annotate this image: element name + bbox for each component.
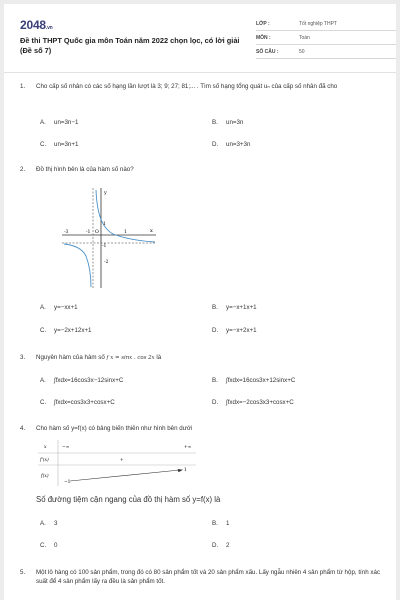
option-text: un=3n−1 [54,119,79,126]
option-letter: B. [212,520,218,527]
tick-label: 1 [103,222,106,227]
question-number: 1. [20,83,26,90]
option-letter: A. [40,119,46,126]
q1-option-d[interactable] [212,141,250,148]
q4-option-a[interactable] [40,520,57,527]
tick-label: -3 [64,230,69,235]
meta-key: MÔN : [256,35,271,41]
option-text: ∫fxdx=cos3x3+cosx+C [54,399,115,406]
option-letter: D. [212,542,219,549]
question-text [36,353,384,363]
question-number: 3. [20,354,26,361]
meta-value: Tốt nghiệp THPT [299,21,337,27]
table-arrow-head [178,469,183,472]
graph-left-branch [64,244,91,287]
table-fprime-label: f'(x) [40,458,49,463]
q4-option-b[interactable] [212,520,229,527]
option-letter: C. [40,327,47,334]
option-letter: B. [212,119,218,126]
q3-option-a[interactable] [40,377,123,384]
origin-label: O [95,230,99,235]
option-letter: C. [40,399,47,406]
question-text-before: Nguyên hàm của hàm số [36,354,105,361]
table-fx-end: 1 [184,468,187,473]
meta-key: SỐ CÂU : [256,49,279,55]
question-4-subtext [20,495,384,507]
option-letter: A. [40,304,46,311]
q3-option-d[interactable] [212,399,294,406]
tick-label: -1 [86,230,91,235]
q3-option-b[interactable] [212,377,295,384]
option-text: y=−x+1x+1 [226,304,257,311]
document-header [20,16,380,62]
document-meta [256,17,396,59]
question-text: Cho hàm số y=f(x) có bảng biến thiên như hình bên dưới [36,425,193,432]
question-text-after: là [156,354,162,361]
question-text: Đồ thị hình bên là của hàm số nào? [36,166,134,173]
option-text: un=3+3n [226,141,251,148]
document-title: Đề thi THPT Quốc gia môn Toán năm 2022 chọn lọc, có lời giải (Đề số 7) [20,36,240,55]
tick-label: -1 [102,244,107,249]
q2-option-c[interactable] [40,327,92,334]
header-divider [4,72,396,73]
option-letter: D. [212,399,219,406]
meta-key: LỚP : [256,21,270,27]
meta-row-subject [256,31,396,45]
q3-option-c[interactable] [40,399,115,406]
axis-label-x: x [150,228,153,234]
question-text: Một lô hàng có 100 sản phẩm, trong đó có 80 sản phẩm tốt và 20 sản phẩm xấu. Lấy ngẫu nhiên 4 sản phẩm từ hộp, tính xác suất để 4 sản phẩm lấy ra đều là sản phẩm tốt. [36,569,380,585]
question-1 [20,82,384,102]
question-text: Cho cấp số nhân có các số hạng lần lượt là 3; 9; 27; 81;... . Tìm số hạng tổng quát uₙ của cấp số nhân đã cho [36,83,338,90]
option-letter: A. [40,377,46,384]
table-x-label: x [44,445,47,450]
option-text: y=−x+2x+1 [226,327,257,334]
question-3 [20,353,384,363]
meta-value: Toán [299,35,310,41]
q2-option-d[interactable] [212,327,257,334]
logo-suffix: .vn [45,25,53,31]
option-text: 0 [54,542,58,549]
question-5 [20,568,384,588]
option-text: y=−xx+1 [54,304,78,311]
option-text: ∫fxdx=−2cos3x3+cosx+C [226,399,294,406]
option-text: y=−2x+12x+1 [54,327,92,334]
option-text: 2 [226,542,230,549]
tick-label: 1 [124,230,127,235]
question-2 [20,165,384,175]
option-letter: B. [212,377,218,384]
document-page [4,4,396,600]
q1-option-b[interactable] [212,119,243,126]
table-arrow-line [70,470,180,481]
option-text: un=3n+1 [54,141,79,148]
q4-option-d[interactable] [212,542,229,549]
question-number: 4. [20,425,26,432]
option-letter: D. [212,327,219,334]
option-text: un=3n [226,119,244,126]
question-number: 2. [20,166,26,173]
option-text: 1 [226,520,230,527]
option-text: 3 [54,520,58,527]
meta-row-class [256,17,396,31]
question-4 [20,424,384,434]
logo-main: 2048 [20,18,46,32]
q1-option-c[interactable] [40,141,78,148]
question-subtext: Số đường tiệm cận ngang của đồ thị hàm số y=f(x) là [36,495,221,504]
option-text: ∫fxdx=16cos3x−12sinx+C [54,377,124,384]
function-graph [58,184,170,292]
site-logo[interactable] [20,18,53,32]
table-fx-label: f(x) [41,474,49,479]
q2-option-a[interactable] [40,304,78,311]
table-fx-start: −1 [64,480,71,485]
tick-label: -2 [104,260,109,265]
question-number: 5. [20,569,26,576]
option-letter: C. [40,141,47,148]
axis-label-y: y [104,190,107,196]
table-plus-inf: +∞ [184,445,192,450]
table-fprime-sign: + [120,458,124,463]
meta-value: 50 [299,49,305,55]
option-text: ∫fxdx=16cos3x+12sinx+C [226,377,296,384]
table-minus-inf: −∞ [62,445,70,450]
question-formula: f x = sinx . cos 2x [106,355,155,361]
option-letter: B. [212,304,218,311]
option-letter: D. [212,141,219,148]
q1-option-a[interactable] [40,119,78,126]
option-letter: A. [40,520,46,527]
option-letter: C. [40,542,47,549]
q4-option-c[interactable] [40,542,57,549]
q2-option-b[interactable] [212,304,257,311]
variation-table [38,440,196,486]
meta-row-count [256,45,396,59]
